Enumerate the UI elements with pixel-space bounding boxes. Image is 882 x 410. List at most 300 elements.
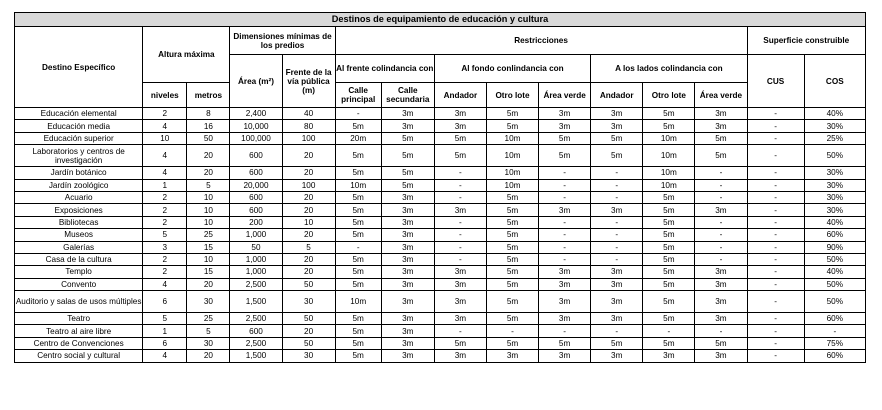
table-cell: 20	[282, 204, 335, 216]
table-cell: 5m	[381, 167, 434, 179]
table-cell: 80	[282, 120, 335, 132]
table-cell: 6	[143, 291, 187, 313]
table-cell: 4	[143, 278, 187, 290]
table-cell: -	[804, 325, 865, 337]
table-cell: 3m	[381, 241, 434, 253]
table-cell: 5m	[486, 229, 538, 241]
table-cell: 3m	[695, 266, 747, 278]
table-cell: -	[434, 216, 486, 228]
destino-cell: Exposiciones	[15, 204, 143, 216]
destino-cell: Casa de la cultura	[15, 253, 143, 265]
table-cell: 30%	[804, 204, 865, 216]
table-cell: -	[747, 291, 804, 313]
table-cell: 1	[143, 325, 187, 337]
table-cell: 5m	[335, 278, 381, 290]
table-row	[15, 337, 866, 349]
table-cell: 3m	[591, 204, 643, 216]
table-cell: 1,000	[230, 229, 282, 241]
table-cell: -	[747, 120, 804, 132]
table-cell: 5m	[643, 191, 695, 203]
destino-cell: Centro social y cultural	[15, 350, 143, 362]
header-cus: CUS	[747, 55, 804, 108]
table-cell: 10m	[643, 132, 695, 144]
table-cell: 2	[143, 216, 187, 228]
table-cell: 100,000	[230, 132, 282, 144]
destino-cell: Educación elemental	[15, 108, 143, 120]
table-cell: 50%	[804, 278, 865, 290]
table-cell: 5	[187, 325, 230, 337]
table-cell: 3m	[695, 350, 747, 362]
table-cell: 10	[187, 204, 230, 216]
table-cell: 5m	[486, 216, 538, 228]
table-cell: -	[335, 241, 381, 253]
table-cell: 5m	[486, 253, 538, 265]
table-cell: 3m	[434, 291, 486, 313]
table-cell: 5m	[643, 120, 695, 132]
header-fondo-otro-lote: Otro lote	[486, 83, 538, 108]
table-cell: -	[643, 325, 695, 337]
table-cell: 3m	[434, 313, 486, 325]
table-cell: -	[591, 241, 643, 253]
table-cell: 4	[143, 350, 187, 362]
table-cell: 5m	[434, 145, 486, 167]
table-cell: 5m	[643, 337, 695, 349]
table-cell: 5m	[335, 229, 381, 241]
table-cell: 5m	[335, 145, 381, 167]
table-cell: 3m	[381, 291, 434, 313]
table-cell: 10	[187, 191, 230, 203]
header-calle-principal: Calle principal	[335, 83, 381, 108]
table-cell: 4	[143, 167, 187, 179]
table-row	[15, 167, 866, 179]
table-cell: -	[747, 229, 804, 241]
table-cell: 3m	[695, 120, 747, 132]
table-body	[15, 108, 866, 363]
table-cell: 4	[143, 145, 187, 167]
table-cell: 10m	[643, 167, 695, 179]
table-cell: 20	[187, 278, 230, 290]
table-cell: 3m	[381, 266, 434, 278]
table-cell: -	[539, 167, 591, 179]
table-cell: -	[434, 253, 486, 265]
table-row	[15, 278, 866, 290]
table-cell: 3m	[591, 350, 643, 362]
table-cell: 3m	[381, 204, 434, 216]
table-cell: 5m	[434, 132, 486, 144]
table-cell: -	[747, 337, 804, 349]
table-cell: -	[539, 325, 591, 337]
table-cell: -	[747, 132, 804, 144]
table-cell: 10m	[486, 145, 538, 167]
table-cell: 10	[143, 132, 187, 144]
table-cell: 5m	[486, 108, 538, 120]
table-row	[15, 179, 866, 191]
table-cell: 1	[143, 179, 187, 191]
table-cell: 2,400	[230, 108, 282, 120]
table-cell: 5m	[643, 266, 695, 278]
table-cell: 5m	[643, 241, 695, 253]
table-cell: -	[695, 179, 747, 191]
table-cell: -	[695, 191, 747, 203]
table-cell: -	[695, 241, 747, 253]
table-cell: 5m	[643, 313, 695, 325]
table-cell: 2,500	[230, 313, 282, 325]
table-cell: -	[335, 108, 381, 120]
table-cell: 3m	[381, 278, 434, 290]
table-cell: -	[747, 253, 804, 265]
header-calle-secundaria: Calle secundaria	[381, 83, 434, 108]
table-cell: 3m	[695, 313, 747, 325]
table-cell: 20	[282, 145, 335, 167]
table-row	[15, 229, 866, 241]
table-cell: 20	[282, 266, 335, 278]
table-cell: 3m	[539, 204, 591, 216]
table-cell: 600	[230, 191, 282, 203]
table-cell: 5m	[486, 120, 538, 132]
table-cell: 10	[187, 216, 230, 228]
destino-cell: Laboratorios y centros de investigación	[15, 145, 143, 167]
table-cell: 10m	[486, 167, 538, 179]
destino-cell: Teatro al aire libre	[15, 325, 143, 337]
table-cell: 3m	[591, 278, 643, 290]
table-row	[15, 191, 866, 203]
table-cell: 5m	[381, 179, 434, 191]
table-cell: 5	[143, 229, 187, 241]
table-cell: 1,500	[230, 350, 282, 362]
table-cell: -	[591, 179, 643, 191]
table-container	[14, 12, 866, 363]
table-row	[15, 253, 866, 265]
table-row	[15, 350, 866, 362]
table-cell: 3m	[591, 120, 643, 132]
equipment-table	[14, 12, 866, 363]
table-cell: 2	[143, 191, 187, 203]
table-cell: 5m	[486, 204, 538, 216]
table-cell: 5m	[335, 167, 381, 179]
table-cell: 100	[282, 132, 335, 144]
header-cos: COS	[804, 55, 865, 108]
table-cell: -	[591, 229, 643, 241]
table-cell: 5m	[335, 204, 381, 216]
table-cell: 6	[143, 337, 187, 349]
table-cell: 50	[187, 132, 230, 144]
table-cell: 10m	[643, 145, 695, 167]
table-cell: 40%	[804, 266, 865, 278]
table-cell: 4	[143, 120, 187, 132]
table-cell: 3m	[695, 108, 747, 120]
table-cell: 30%	[804, 191, 865, 203]
table-cell: 5m	[591, 132, 643, 144]
table-cell: -	[747, 325, 804, 337]
table-cell: 1,500	[230, 291, 282, 313]
table-cell: 10m	[335, 291, 381, 313]
table-cell: -	[747, 313, 804, 325]
table-cell: 75%	[804, 337, 865, 349]
table-cell: 60%	[804, 350, 865, 362]
table-cell: 5m	[695, 145, 747, 167]
header-superficie: Superficie construible	[747, 27, 866, 55]
table-cell: -	[434, 191, 486, 203]
table-cell: 5m	[643, 278, 695, 290]
header-metros: metros	[187, 83, 230, 108]
table-cell: 3m	[381, 120, 434, 132]
table-cell: 5m	[434, 337, 486, 349]
table-cell: -	[747, 278, 804, 290]
header-frente-colindancia: Al frente colindancia con	[335, 55, 434, 83]
destino-cell: Jardín zoológico	[15, 179, 143, 191]
table-cell: 5m	[643, 108, 695, 120]
table-cell: 20	[187, 167, 230, 179]
table-cell: 1,000	[230, 253, 282, 265]
table-cell: 3m	[539, 291, 591, 313]
table-cell: 20	[282, 167, 335, 179]
table-cell: 5m	[539, 145, 591, 167]
table-cell: 5m	[335, 266, 381, 278]
table-cell: 1,000	[230, 266, 282, 278]
table-cell: 5m	[486, 278, 538, 290]
table-cell: 3m	[381, 216, 434, 228]
table-cell: 16	[187, 120, 230, 132]
table-cell: 5m	[643, 253, 695, 265]
table-cell: -	[747, 167, 804, 179]
table-cell: 3m	[486, 350, 538, 362]
table-cell: 2,500	[230, 278, 282, 290]
table-cell: 20	[187, 350, 230, 362]
table-cell: 100	[282, 179, 335, 191]
table-cell: 30%	[804, 179, 865, 191]
table-cell: 5	[282, 241, 335, 253]
table-cell: -	[591, 191, 643, 203]
table-cell: -	[747, 350, 804, 362]
table-row	[15, 108, 866, 120]
table-cell: 5m	[539, 132, 591, 144]
destino-cell: Educación media	[15, 120, 143, 132]
table-cell: -	[486, 325, 538, 337]
table-row	[15, 291, 866, 313]
table-cell: -	[539, 191, 591, 203]
table-cell: 50%	[804, 291, 865, 313]
table-cell: -	[434, 229, 486, 241]
table-cell: 5m	[335, 120, 381, 132]
table-cell: 3m	[434, 278, 486, 290]
table-cell: 10m	[486, 132, 538, 144]
table-cell: 3m	[434, 350, 486, 362]
table-cell: 5m	[486, 337, 538, 349]
table-cell: 600	[230, 145, 282, 167]
table-cell: 15	[187, 241, 230, 253]
table-cell: -	[539, 216, 591, 228]
table-cell: 3m	[539, 108, 591, 120]
table-cell: -	[539, 179, 591, 191]
table-cell: 40	[282, 108, 335, 120]
table-title: Destinos de equipamiento de educación y cultura	[15, 13, 866, 27]
header-area: Área (m²)	[230, 55, 282, 108]
destino-cell: Museos	[15, 229, 143, 241]
table-cell: -	[591, 253, 643, 265]
table-cell: 3m	[381, 253, 434, 265]
table-cell: 25%	[804, 132, 865, 144]
table-cell: 30%	[804, 167, 865, 179]
table-cell: 5	[187, 179, 230, 191]
table-cell: -	[747, 241, 804, 253]
destino-cell: Galerías	[15, 241, 143, 253]
table-cell: 30	[187, 291, 230, 313]
table-cell: 2	[143, 204, 187, 216]
table-cell: -	[591, 167, 643, 179]
header-altura: Altura máxima	[143, 27, 230, 83]
table-cell: 3m	[381, 325, 434, 337]
table-row	[15, 266, 866, 278]
table-cell: 10	[187, 253, 230, 265]
destino-cell: Acuario	[15, 191, 143, 203]
table-cell: -	[434, 241, 486, 253]
table-cell: 60%	[804, 313, 865, 325]
table-row	[15, 145, 866, 167]
table-cell: 5m	[695, 337, 747, 349]
table-cell: 50	[282, 313, 335, 325]
table-cell: -	[747, 145, 804, 167]
header-niveles: niveles	[143, 83, 187, 108]
table-cell: -	[434, 179, 486, 191]
table-cell: 5	[143, 313, 187, 325]
table-cell: 5m	[381, 145, 434, 167]
table-cell: 20	[282, 253, 335, 265]
table-cell: -	[747, 216, 804, 228]
header-fondo-andador: Andador	[434, 83, 486, 108]
table-cell: 40%	[804, 108, 865, 120]
table-cell: 5m	[643, 216, 695, 228]
table-cell: 50	[282, 278, 335, 290]
table-cell: 3m	[539, 120, 591, 132]
table-cell: -	[695, 253, 747, 265]
table-cell: 20,000	[230, 179, 282, 191]
table-cell: -	[747, 191, 804, 203]
table-cell: 3m	[381, 313, 434, 325]
table-cell: 25	[187, 229, 230, 241]
table-cell: 5m	[335, 253, 381, 265]
table-row	[15, 204, 866, 216]
header-destino: Destino Específico	[15, 27, 143, 108]
table-cell: 5m	[643, 229, 695, 241]
table-cell: 2,500	[230, 337, 282, 349]
table-cell: 20	[282, 191, 335, 203]
table-cell: 600	[230, 167, 282, 179]
header-lados-andador: Andador	[591, 83, 643, 108]
table-cell: 5m	[486, 291, 538, 313]
destino-cell: Auditorio y salas de usos múltiples	[15, 291, 143, 313]
table-cell: 90%	[804, 241, 865, 253]
table-cell: 600	[230, 204, 282, 216]
table-cell: 5m	[486, 241, 538, 253]
table-cell: 5m	[335, 350, 381, 362]
table-cell: -	[591, 325, 643, 337]
header-lados-otro-lote: Otro lote	[643, 83, 695, 108]
destino-cell: Educación superior	[15, 132, 143, 144]
table-cell: 5m	[335, 313, 381, 325]
table-cell: 3m	[381, 191, 434, 203]
table-cell: 30	[282, 291, 335, 313]
header-frente: Frente de la vía pública (m)	[282, 55, 335, 108]
table-cell: 5m	[539, 337, 591, 349]
table-cell: 20m	[335, 132, 381, 144]
table-cell: 3m	[591, 108, 643, 120]
header-restricciones: Restricciones	[335, 27, 747, 55]
table-cell: 5m	[335, 216, 381, 228]
table-cell: 50	[282, 337, 335, 349]
table-row	[15, 132, 866, 144]
table-cell: 10m	[335, 179, 381, 191]
table-cell: 10	[282, 216, 335, 228]
table-row	[15, 313, 866, 325]
table-cell: 3m	[539, 313, 591, 325]
table-cell: 3m	[695, 204, 747, 216]
header-lados-colindancia: A los lados colindancia con	[591, 55, 747, 83]
destino-cell: Centro de Convenciones	[15, 337, 143, 349]
table-cell: 3m	[591, 266, 643, 278]
table-cell: -	[747, 179, 804, 191]
table-cell: 10m	[643, 179, 695, 191]
table-cell: -	[539, 253, 591, 265]
table-cell: -	[747, 266, 804, 278]
table-cell: -	[539, 241, 591, 253]
table-row	[15, 241, 866, 253]
table-cell: 20	[187, 145, 230, 167]
table-cell: 3m	[381, 350, 434, 362]
header-fondo-area-verde: Área verde	[539, 83, 591, 108]
header-fondo-colindancia: Al fondo conlindancia con	[434, 55, 590, 83]
table-cell: -	[434, 167, 486, 179]
table-cell: 3m	[539, 278, 591, 290]
table-cell: 3	[143, 241, 187, 253]
table-cell: 50%	[804, 145, 865, 167]
table-cell: 3m	[591, 291, 643, 313]
table-cell: 2	[143, 253, 187, 265]
table-cell: 30%	[804, 120, 865, 132]
header-lados-area-verde: Área verde	[695, 83, 747, 108]
table-cell: 2	[143, 266, 187, 278]
table-cell: 3m	[381, 337, 434, 349]
table-cell: -	[434, 325, 486, 337]
destino-cell: Teatro	[15, 313, 143, 325]
table-cell: -	[695, 325, 747, 337]
table-cell: -	[695, 167, 747, 179]
table-cell: 5m	[486, 313, 538, 325]
table-cell: 3m	[695, 278, 747, 290]
table-cell: 25	[187, 313, 230, 325]
table-cell: 3m	[434, 120, 486, 132]
table-cell: 5m	[335, 325, 381, 337]
table-cell: -	[591, 216, 643, 228]
destino-cell: Jardín botánico	[15, 167, 143, 179]
table-cell: 5m	[486, 191, 538, 203]
table-cell: 8	[187, 108, 230, 120]
table-cell: -	[747, 204, 804, 216]
destino-cell: Templo	[15, 266, 143, 278]
table-cell: 5m	[335, 191, 381, 203]
table-row	[15, 325, 866, 337]
table-cell: 5m	[643, 291, 695, 313]
table-cell: 5m	[591, 337, 643, 349]
table-cell: -	[747, 108, 804, 120]
table-cell: 30	[282, 350, 335, 362]
table-cell: 3m	[539, 266, 591, 278]
table-cell: 50	[230, 241, 282, 253]
table-cell: 5m	[381, 132, 434, 144]
table-cell: 3m	[381, 108, 434, 120]
table-cell: 200	[230, 216, 282, 228]
table-cell: 3m	[539, 350, 591, 362]
table-cell: 5m	[643, 204, 695, 216]
